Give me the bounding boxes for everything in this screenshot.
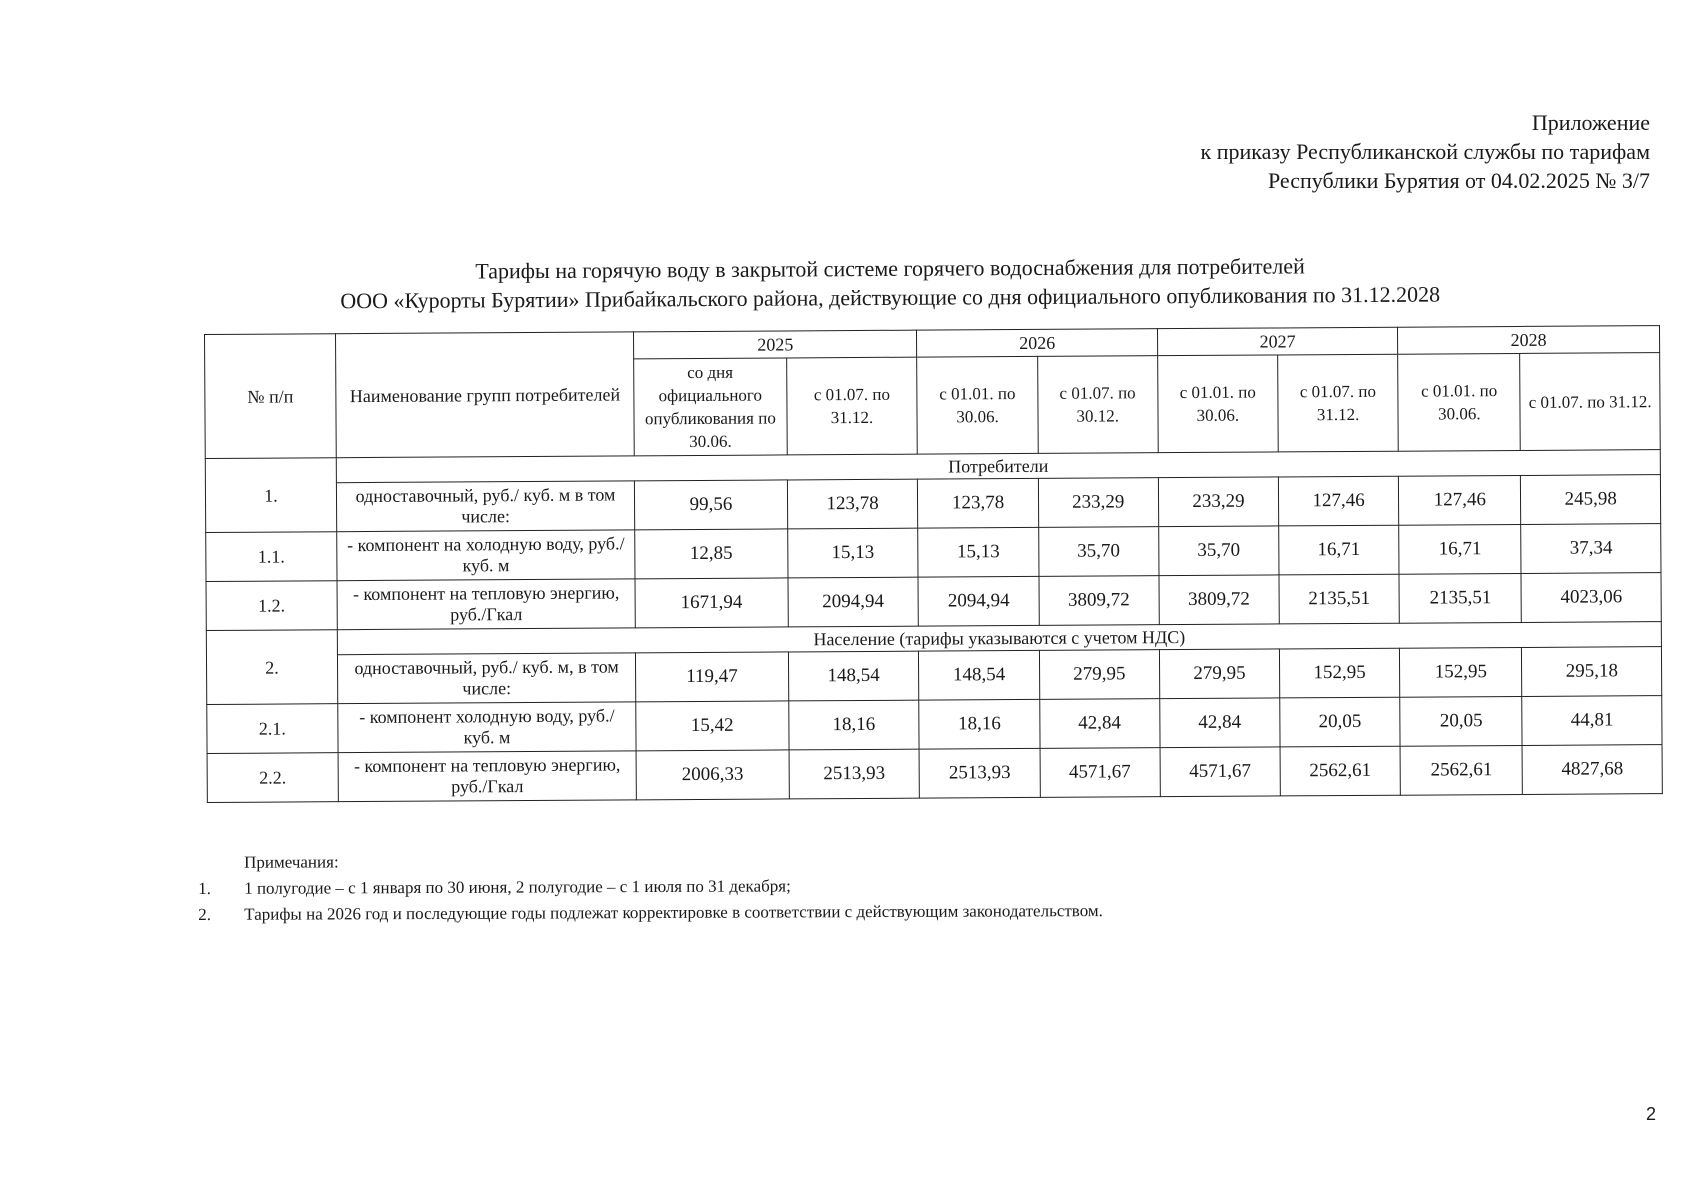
tariff-value: 42,84 (1160, 698, 1280, 748)
tariff-value: 44,81 (1522, 696, 1662, 746)
tariff-value: 15,13 (918, 527, 1038, 577)
header-year-2025: 2025 (634, 330, 917, 359)
tariff-value: 148,54 (919, 650, 1039, 700)
header-period: с 01.01. по 30.06. (1398, 353, 1521, 451)
header-period: с 01.07. по 31.12. (1278, 354, 1399, 452)
tariff-value: 123,78 (787, 479, 918, 529)
table-row (205, 475, 1660, 533)
section-title-consumers: Потребители (336, 450, 1660, 483)
tariff-value: 18,16 (788, 700, 919, 750)
notes-heading: Примечания: (244, 852, 339, 872)
tariff-table-wrap (204, 325, 1663, 803)
tariff-value: 4571,67 (1040, 748, 1160, 798)
tariff-value: 37,34 (1521, 524, 1661, 574)
tariff-value: 245,98 (1521, 475, 1661, 525)
table-row (207, 696, 1662, 754)
tariff-value: 20,05 (1400, 696, 1523, 746)
header-consumer-group: Наименование групп потребителей (335, 332, 634, 458)
page-number: 2 (1645, 1104, 1656, 1124)
table-row (207, 745, 1662, 803)
tariff-value: 127,46 (1278, 476, 1398, 526)
header-year-2028: 2028 (1398, 326, 1660, 355)
tariff-value: 2135,51 (1279, 574, 1399, 624)
tariff-value: 279,95 (1039, 650, 1159, 700)
row-number: 1.2. (206, 581, 337, 631)
tariff-value: 279,95 (1159, 649, 1279, 699)
consumer-group-name: одноставочный, руб./ куб. м, в том числе: (337, 653, 636, 704)
table-row (206, 647, 1661, 705)
header-period: с 01.01. по 30.06. (917, 356, 1038, 454)
tariff-value: 295,18 (1522, 647, 1662, 697)
consumer-group-name: одноставочный, руб./ куб. м в том числе: (336, 481, 635, 532)
tariff-value: 35,70 (1038, 527, 1158, 577)
tariff-value: 2513,93 (789, 749, 920, 799)
header-period: с 01.07. по 31.12. (786, 357, 917, 455)
tariff-value: 123,78 (918, 478, 1038, 528)
section-title-population: Население (тарифы указываются с учетом НДС) (337, 622, 1661, 655)
tariff-value: 18,16 (919, 699, 1039, 749)
consumer-group-name: - компонент на тепловую энергию, руб./Гкал (337, 579, 636, 630)
tariff-value: 15,42 (636, 701, 789, 751)
tariff-value: 3809,72 (1039, 576, 1159, 626)
row-number: 2.1. (207, 704, 338, 754)
tariff-value: 4827,68 (1522, 745, 1662, 795)
table-row (206, 573, 1661, 631)
tariff-table (204, 325, 1663, 803)
tariff-value: 2006,33 (636, 750, 789, 800)
tariff-value: 2135,51 (1399, 573, 1522, 623)
notes-section (198, 845, 1398, 928)
note-item (198, 897, 1398, 928)
tariff-value: 2562,61 (1400, 745, 1523, 795)
tariff-value: 148,54 (788, 651, 919, 701)
title-line-2: ООО «Курорты Бурятии» Прибайкальского района, действующие со дня официального опубликования по 31.12.2028 (340, 281, 1441, 314)
consumer-group-name: - компонент холодную воду, руб./ куб. м (338, 702, 637, 753)
tariff-value: 99,56 (635, 480, 788, 530)
note-text: Тарифы на 2026 год и последующие годы подлежат корректировке в соответствии с действующим законодательством. (244, 901, 1103, 924)
tariff-value: 42,84 (1039, 699, 1159, 749)
tariff-value: 35,70 (1158, 526, 1278, 576)
tariff-value: 152,95 (1279, 648, 1399, 698)
tariff-value: 4571,67 (1160, 747, 1280, 797)
header-period: с 01.07. по 30.12. (1037, 356, 1158, 454)
note-number: 2. (198, 904, 212, 924)
title-line-1: Тарифы на горячую воду в закрытой системе горячего водоснабжения для потребителей (475, 253, 1305, 284)
tariff-value: 2513,93 (920, 748, 1040, 798)
row-number: 2.2. (207, 753, 338, 803)
tariff-value: 16,71 (1399, 524, 1522, 574)
tariff-value: 20,05 (1280, 697, 1400, 747)
tariff-value: 2094,94 (918, 576, 1038, 626)
consumer-group-name: - компонент на тепловую энергию, руб./Гкал (338, 751, 637, 802)
row-number: 1.1. (206, 532, 337, 582)
tariff-value: 4023,06 (1521, 573, 1661, 623)
tariff-value: 3809,72 (1159, 575, 1279, 625)
tariff-value: 2562,61 (1280, 746, 1400, 796)
row-number: 1. (205, 458, 336, 533)
tariff-value: 16,71 (1279, 525, 1399, 575)
tariff-value: 1671,94 (635, 578, 788, 628)
document-title (220, 250, 1560, 316)
header-period: с 01.07. по 31.12. (1520, 353, 1660, 451)
note-number: 1. (198, 878, 211, 898)
header-year-2027: 2027 (1157, 327, 1398, 355)
header-period: с 01.01. по 30.06. (1157, 355, 1278, 453)
annex-line-3: Республики Бурятия от 04.02.2025 № 3/7 (1267, 168, 1650, 193)
annex-line-2: к приказу Республиканской службы по тарифам (1200, 139, 1650, 164)
tariff-value: 152,95 (1400, 647, 1523, 697)
note-text: 1 полугодие – с 1 января по 30 июня, 2 полугодие – с 1 июля по 31 декабря; (244, 876, 791, 898)
annex-line-1: Приложение (1531, 110, 1650, 135)
tariff-value: 119,47 (636, 652, 789, 702)
header-num: № п/п (205, 334, 337, 459)
tariff-value: 2094,94 (788, 577, 919, 627)
consumer-group-name: - компонент на холодную воду, руб./ куб. м (337, 530, 636, 581)
annex-header (1201, 108, 1650, 195)
tariff-value: 233,29 (1038, 478, 1158, 528)
tariff-value: 12,85 (635, 529, 788, 579)
tariff-value: 15,13 (787, 528, 918, 578)
tariff-value: 233,29 (1158, 477, 1278, 527)
table-row (206, 524, 1661, 582)
header-year-2026: 2026 (917, 329, 1158, 357)
tariff-value: 127,46 (1399, 475, 1522, 525)
row-number: 2. (206, 630, 337, 705)
header-period: со дня официального опубликования по 30.06. (634, 358, 787, 456)
